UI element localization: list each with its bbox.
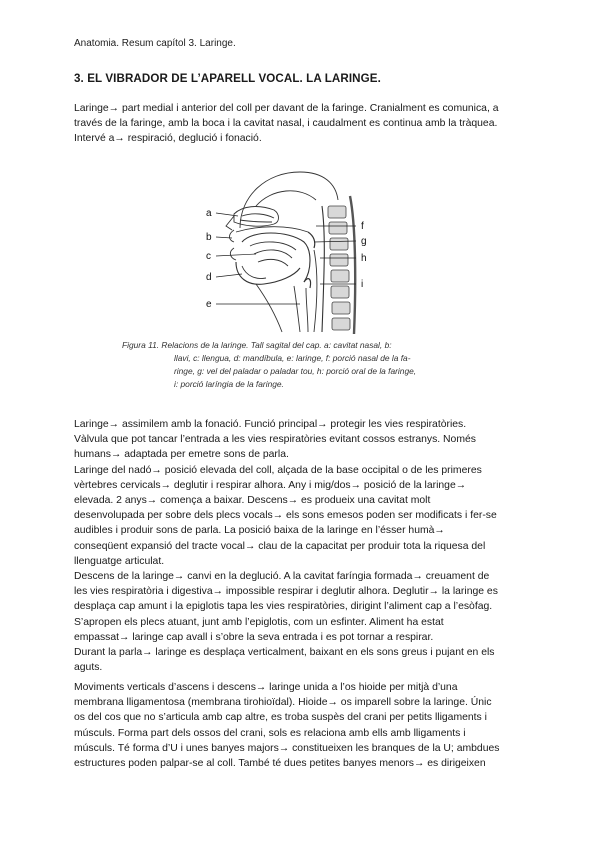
- label-h: h: [361, 253, 367, 264]
- text-line: conseqüent expansió del tracte vocal→ clau de la capacitat per produir tota la riquesa del: [74, 540, 486, 552]
- larynx-sagittal-figure: [196, 166, 396, 334]
- caption-line: ringe, g: vel del paladar o paladar tou, h: porció oral de la faringe,: [174, 366, 417, 376]
- intro-paragraph: [74, 101, 532, 147]
- larynx-function-paragraph: [74, 417, 532, 675]
- text-line: les vies respiratòria i digestiva→ impossible respirar i deglutir alhora. Deglutir→ la laringe es: [74, 586, 498, 598]
- cranial-base: [256, 191, 316, 206]
- text-line: través de la faringe, amb la boca i la cavitat nasal, i caudalment es continua amb la tràquea.: [74, 118, 498, 130]
- label-d: d: [206, 272, 212, 283]
- mandible: [236, 262, 300, 284]
- figure-caption: [122, 339, 416, 391]
- label-f: f: [361, 221, 364, 232]
- text-line: Moviments verticals d’ascens i descens→ laringe unida a l’os hioide per mitjà d’una: [74, 682, 458, 693]
- text-line: os del cos que no s’articula amb cap altre, es troba suspès del crani per petits lligaments i: [74, 712, 487, 724]
- epiglottis: [304, 279, 311, 288]
- text-line: desplaça cap amunt i la epiglotis tapa les vies respiratòries, dirigint l’aliment cap a l’esòfag.: [74, 601, 493, 613]
- text-line: empassat→ laringe cap avall i s’obre la seva entrada i es pot tornar a respirar.: [74, 631, 434, 643]
- spinal-cord: [350, 196, 355, 334]
- hyoid-movements-paragraph: [74, 680, 532, 771]
- soft-palate: [308, 232, 315, 248]
- palate: [236, 227, 308, 232]
- text-line: músculs. Té forma d’U i unes banyes majors→ constitueixen les branques de la U; ambdues: [74, 742, 500, 754]
- sagittal-head-illustration: [196, 166, 396, 334]
- text-line: Durant la parla→ laringe es desplaça verticalment, baixant en els sons greus i pujant en els: [74, 647, 495, 659]
- text-line: humans→ adaptada per emetre sons de parla.: [74, 449, 289, 461]
- text-line: Laringe→ assimilem amb la fonació. Funció principal→ protegir les vies respiratòries.: [74, 419, 467, 430]
- text-line: llenguatge articulat.: [74, 555, 165, 567]
- text-line: aguts.: [74, 662, 103, 674]
- text-line: músculs. Forma part dels ossos del crani, sols es relaciona amb ells amb lligaments i: [74, 727, 466, 739]
- label-c: c: [206, 251, 211, 262]
- text-line: S’apropen els plecs atuant, junt amb l’epiglotis, com un esfinter. Aliment ha estat: [74, 616, 444, 628]
- cervical-vertebrae: [328, 206, 350, 330]
- caption-line: i: porció laríngia de la faringe.: [174, 379, 284, 389]
- text-line: desenvolupada per sobre dels plecs vocals→ els sons emesos poden ser modificats i fer-se: [74, 510, 497, 522]
- label-g: g: [361, 236, 367, 247]
- text-line: Laringe→ part medial i anterior del coll per davant de la faringe. Cranialment es comunica, a: [74, 103, 499, 114]
- caption-line: Figura 11. Relacions de la laringe. Tall sagital del cap. a: cavitat nasal, b:: [122, 340, 392, 350]
- text-line: audibles i produir sons de parla. La posició baixa de la laringe en l’ésser humà→: [74, 525, 445, 537]
- pharynx-wall: [322, 206, 324, 332]
- document-header: Anatomia. Resum capítol 3. Laringe.: [74, 38, 236, 49]
- neck-front: [256, 284, 282, 332]
- label-i: i: [361, 279, 364, 290]
- upper-lip: [230, 230, 235, 242]
- label-a: a: [206, 208, 212, 219]
- text-line: Intervé a→ respiració, deglució i fonació.: [74, 133, 262, 145]
- nose: [226, 216, 234, 230]
- text-line: elevada. 2 anys→ comença a baixar. Descens→ es produeix una cavitat molt: [74, 495, 431, 507]
- lower-lip: [230, 248, 236, 260]
- label-e: e: [206, 299, 212, 310]
- section-heading: 3. EL VIBRADOR DE L’APARELL VOCAL. LA LARINGE.: [74, 72, 381, 85]
- text-line: membrana lligamentosa (membrana tirohioïdal). Hioide→ os imparell sobre la laringe. Únic: [74, 697, 492, 709]
- tongue: [242, 233, 310, 282]
- label-b: b: [206, 232, 212, 243]
- text-line: Vàlvula que pot tancar l’entrada a les vies respiratòries evitant cossos estranys. Només: [74, 434, 476, 446]
- caption-line: llavi, c: llengua, d: mandíbula, e: laringe, f: porció nasal de la fa-: [174, 353, 411, 363]
- text-line: Laringe del nadó→ posició elevada del coll, alçada de la base occipital o de les primeres: [74, 464, 482, 476]
- larynx: [294, 286, 300, 332]
- text-line: estructures poden palpar-se al coll. També té dues petites banyes menors→ es dirigeixen: [74, 758, 486, 770]
- text-line: vèrtebres cervicals→ deglutir i respirar alhora. Any i mig/dos→ posició de la laringe→: [74, 479, 467, 491]
- text-line: Descens de la laringe→ canvi en la deglució. A la cavitat faríngia formada→ creuament de: [74, 571, 490, 583]
